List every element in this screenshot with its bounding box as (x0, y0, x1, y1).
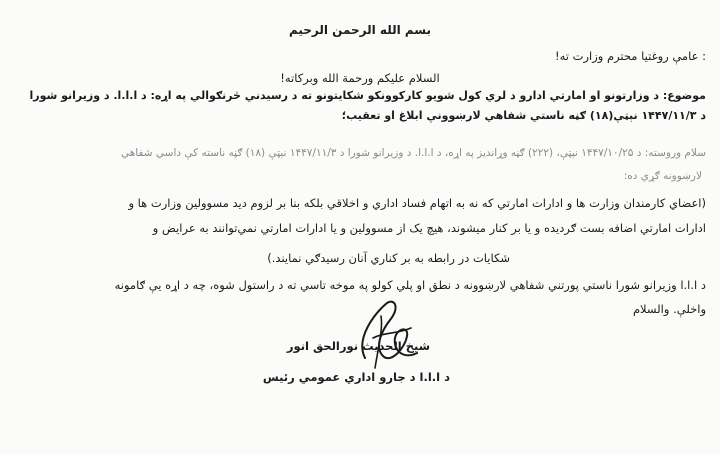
body-line-4: د ا.ا.ا وزيرانو شورا ناستي پورتني شفاهي لارښوونه د نطق او پلي کولو په موخه تاسي ته د راستول شوه، چه د اړه يې ګامونه (114, 278, 706, 292)
signatory-title: د ا.ا.ا د جارو اداري عمومي رئيس (262, 370, 450, 384)
reference-line-2: لارښوونه ګړي ده: (623, 170, 702, 182)
basmala: بسم الله الرحمن الرحيم (288, 23, 432, 37)
body-line-1: (اعضاي کارمندان وزارت ها و ادارات امارتي که نه به اتهام فساد اداري و اخلاقي بلکه بنا بر لزوم ديد مسوولين وزارت ها و (128, 196, 706, 210)
signatory-name: شيخ الحديث نورالحق انور (286, 339, 430, 353)
addressee: : عامې روغتيا محترم وزارت ته! (554, 49, 706, 63)
reference-line-1: سلام وروسته: د ۱۴۴۷/۱۰/۲۵ نېټې، (۲۲۲) ګڼه وړانديز په اړه، د ا.ا.ا. د وزيرانو شورا د ۱۴۴۷/۱۱/۳ نېټې (۱۸) ګڼه ناسته کې داسي شفاهي (120, 147, 706, 159)
body-line-3: شکايات در رابطه به بر کناري آنان رسيدګي نمايند.) (267, 251, 510, 265)
subject-line-2: د ۱۴۴۷/۱۱/۳ نېټې(۱۸) ګڼه ناستي شفاهي لارښوونې ابلاغ او تعقيب؛ (341, 109, 706, 122)
handwritten-signature (345, 298, 425, 373)
body-line-2: ادارات امارتي اضافه بست ګرديده و يا بر کنار ميشوند، هيچ يک از مسوولين و يا ادارات امارتي نمي‌توانند به عرايض و (152, 221, 706, 235)
body-line-5: واخلې. والسلام (632, 302, 706, 316)
subject-line-1: موضوع: د وزارتونو او امارتي ادارو د لري کول شويو کارکوونکو شکايتونو ته د رسيدني څرنګوالي په اړه: د ا.ا.ا. د وزيرانو شورا (29, 89, 706, 102)
greeting: السلام عليكم ورحمة الله وبركاته! (280, 71, 440, 85)
